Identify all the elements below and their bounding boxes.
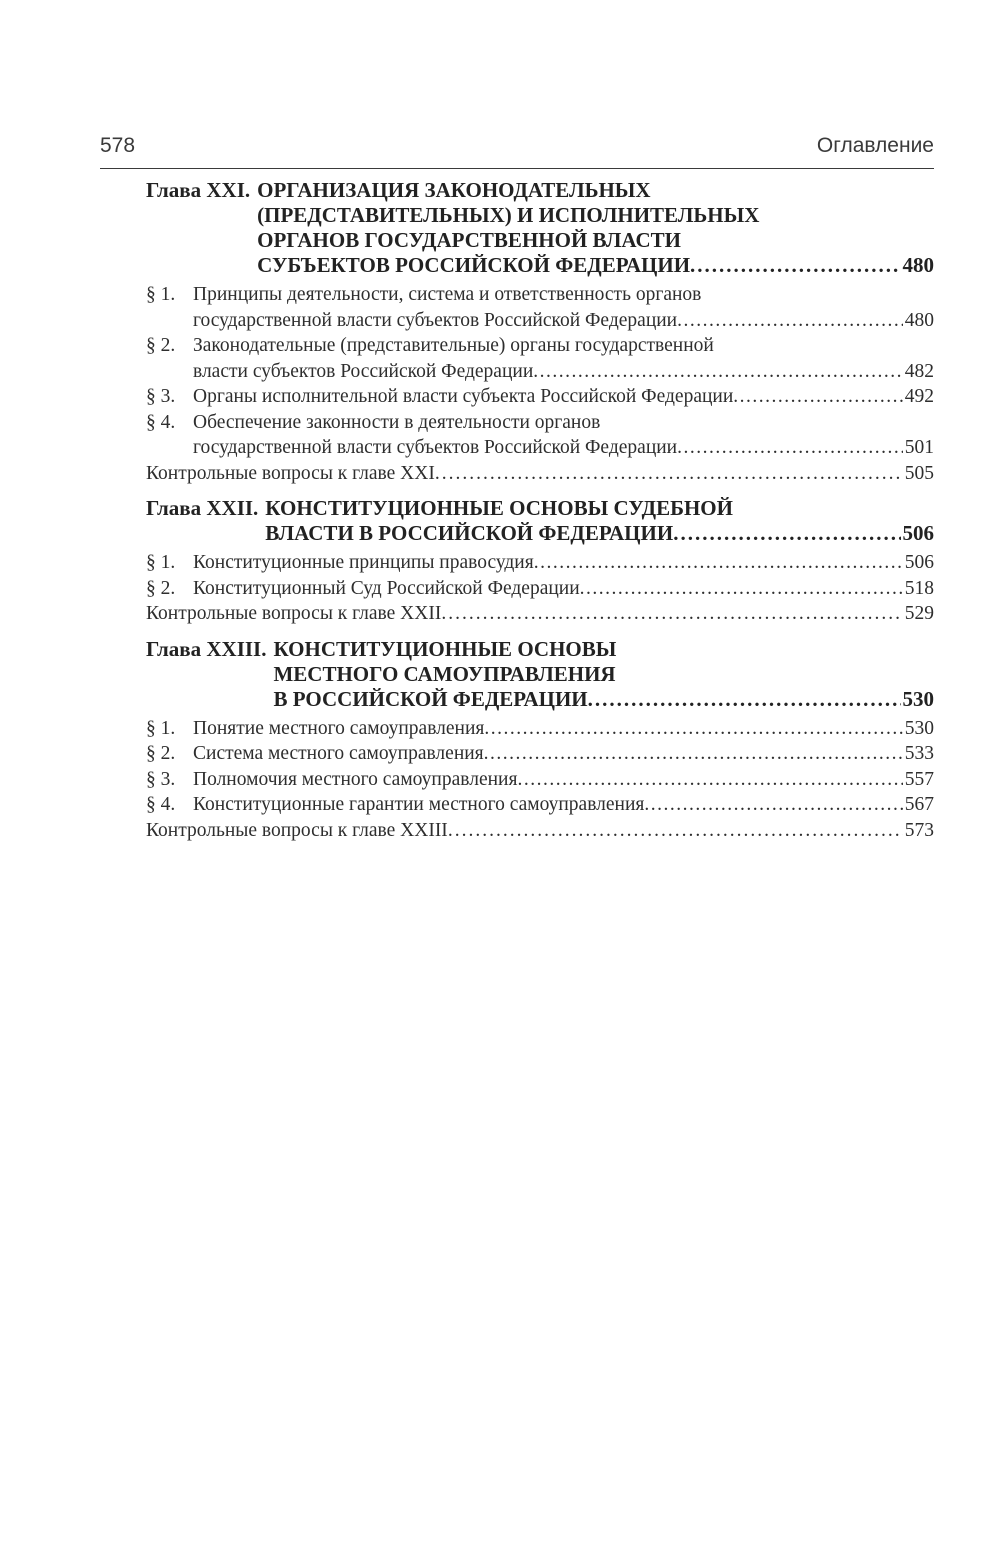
section-title xyxy=(193,716,934,742)
dot-leader xyxy=(690,253,900,278)
toc-section xyxy=(146,333,934,384)
dot-leader xyxy=(448,818,903,844)
section-title-line xyxy=(193,767,934,793)
section-title-text: Система местного самоуправления xyxy=(193,743,484,764)
dot-leader xyxy=(533,359,902,385)
toc-chapter xyxy=(146,496,934,627)
section-title-line xyxy=(193,576,934,602)
section-title-line xyxy=(193,410,934,436)
dot-leader xyxy=(733,384,902,410)
dot-leader xyxy=(580,576,903,602)
section-title-line xyxy=(193,716,934,742)
chapter-title-line xyxy=(273,637,934,662)
dot-leader xyxy=(677,308,903,334)
chapter-page-number: 506 xyxy=(902,521,934,545)
header-rule xyxy=(100,168,934,169)
section-title-line xyxy=(193,384,934,410)
section-page-number: 506 xyxy=(904,552,934,573)
section-title xyxy=(193,410,934,461)
dot-leader xyxy=(517,767,902,793)
chapter-title-line xyxy=(273,687,934,712)
control-questions-page: 529 xyxy=(904,603,934,624)
section-title-text: Обеспечение законности в деятельности органов xyxy=(193,411,601,433)
chapter-page-number: 480 xyxy=(902,253,934,277)
dot-leader xyxy=(435,461,903,487)
section-page-number: 533 xyxy=(904,743,934,764)
section-title-text: государственной власти субъектов Российской Федерации xyxy=(193,309,678,331)
section-title xyxy=(193,282,934,333)
chapter-title-text: КОНСТИТУЦИОННЫЕ ОСНОВЫ xyxy=(273,636,617,661)
toc-section xyxy=(146,282,934,333)
section-list xyxy=(146,282,934,486)
section-title-line xyxy=(193,359,934,385)
section-title-line xyxy=(193,282,934,308)
dot-leader xyxy=(673,521,900,546)
control-questions xyxy=(146,601,934,627)
section-page-number: 501 xyxy=(904,437,934,458)
dot-leader xyxy=(534,550,903,576)
toc-chapter xyxy=(146,178,934,486)
toc-section xyxy=(146,716,934,742)
control-questions-label: Контрольные вопросы к главе XXII xyxy=(146,603,442,624)
chapter-title-line xyxy=(257,178,934,203)
section-title-line xyxy=(193,435,934,461)
chapter-heading xyxy=(146,496,934,546)
toc-section xyxy=(146,767,934,793)
chapter-title-text: КОНСТИТУЦИОННЫЕ ОСНОВЫ СУДЕБНОЙ xyxy=(265,496,733,520)
chapter-title-line xyxy=(257,253,934,278)
section-title xyxy=(193,576,934,602)
section-page-number: 492 xyxy=(904,386,934,407)
section-title-text: Понятие местного самоуправления xyxy=(193,717,485,739)
section-title-line xyxy=(193,792,934,818)
toc-chapter xyxy=(146,637,934,844)
chapter-title xyxy=(257,178,934,278)
toc-section xyxy=(146,792,934,818)
section-number: § 1. xyxy=(146,717,176,739)
dot-leader xyxy=(484,741,903,767)
section-title xyxy=(193,767,934,793)
chapter-title-text: (ПРЕДСТАВИТЕЛЬНЫХ) И ИСПОЛНИТЕЛЬНЫХ xyxy=(257,203,760,227)
section-number: § 1. xyxy=(146,284,176,305)
chapter-title-line xyxy=(257,203,934,228)
section-title-text: Конституционные принципы правосудия xyxy=(193,552,534,573)
chapter-label: Глава XXIII. xyxy=(146,636,267,661)
toc-section xyxy=(146,410,934,461)
section-title-line xyxy=(193,550,934,576)
section-page-number: 567 xyxy=(904,794,934,815)
control-questions-label: Контрольные вопросы к главе XXIII xyxy=(146,819,448,841)
section-title-text: Органы исполнительной власти субъекта Российской Федерации xyxy=(193,386,734,407)
chapter-title-text: МЕСТНОГО САМОУПРАВЛЕНИЯ xyxy=(273,661,616,686)
section-number: § 2. xyxy=(146,743,176,764)
section-title xyxy=(193,384,934,410)
control-questions-page: 573 xyxy=(904,819,934,841)
section-title-text: государственной власти субъектов Российской Федерации xyxy=(193,437,678,458)
section-page-number: 480 xyxy=(904,309,934,331)
dot-leader xyxy=(644,792,902,818)
chapter-heading xyxy=(146,637,934,712)
toc-section xyxy=(146,550,934,576)
control-questions-page: 505 xyxy=(904,462,934,484)
section-title-text: власти субъектов Российской Федерации xyxy=(193,360,534,382)
section-page-number: 530 xyxy=(904,717,934,739)
chapter-label: Глава XXII. xyxy=(146,496,259,520)
section-title xyxy=(193,333,934,384)
dot-leader xyxy=(441,601,902,627)
section-page-number: 518 xyxy=(904,577,934,599)
section-title xyxy=(193,741,934,767)
section-title-text: Конституционные гарантии местного самоуправления xyxy=(193,794,645,815)
section-number: § 2. xyxy=(146,577,176,599)
section-number: § 4. xyxy=(146,411,176,433)
section-number: § 3. xyxy=(146,386,176,407)
section-number: § 1. xyxy=(146,552,176,573)
section-title xyxy=(193,550,934,576)
chapter-title-text: ОРГАНОВ ГОСУДАРСТВЕННОЙ ВЛАСТИ xyxy=(257,228,682,252)
section-page-number: 482 xyxy=(904,360,934,382)
dot-leader xyxy=(677,435,903,461)
section-list xyxy=(146,550,934,627)
chapter-label: Глава XXI. xyxy=(146,178,251,202)
chapter-title-text: ОРГАНИЗАЦИЯ ЗАКОНОДАТЕЛЬНЫХ xyxy=(257,178,651,202)
chapter-title xyxy=(273,637,934,712)
section-number: § 3. xyxy=(146,768,176,790)
toc-section xyxy=(146,741,934,767)
chapter-title-text: СУБЪЕКТОВ РОССИЙСКОЙ ФЕДЕРАЦИИ xyxy=(257,253,691,277)
chapter-title-line xyxy=(273,662,934,687)
dot-leader xyxy=(588,687,901,712)
dot-leader xyxy=(484,716,902,742)
section-title-line xyxy=(193,741,934,767)
table-of-contents xyxy=(146,178,934,843)
chapter-title-line xyxy=(265,496,934,521)
toc-section xyxy=(146,384,934,410)
section-title-line xyxy=(193,333,934,359)
chapter-title-line xyxy=(265,521,934,546)
running-title: Оглавление xyxy=(816,134,934,157)
control-questions xyxy=(146,818,934,844)
section-title-text: Законодательные (представительные) органы государственной xyxy=(193,335,714,356)
section-title-line xyxy=(193,308,934,334)
chapter-title-text: В РОССИЙСКОЙ ФЕДЕРАЦИИ xyxy=(273,686,588,711)
chapter-page-number: 530 xyxy=(902,686,934,711)
section-title-text: Конституционный Суд Российской Федерации xyxy=(193,577,580,599)
section-number: § 4. xyxy=(146,794,176,815)
section-list xyxy=(146,716,934,844)
chapter-title-line xyxy=(257,228,934,253)
control-questions-label: Контрольные вопросы к главе XXI xyxy=(146,462,435,484)
section-title-text: Полномочия местного самоуправления xyxy=(193,768,518,790)
running-head xyxy=(100,132,934,172)
section-number: § 2. xyxy=(146,335,176,356)
chapter-title xyxy=(265,496,934,546)
chapter-title-text: ВЛАСТИ В РОССИЙСКОЙ ФЕДЕРАЦИИ xyxy=(265,521,674,545)
section-title xyxy=(193,792,934,818)
section-title-text: Принципы деятельности, система и ответственность органов xyxy=(193,284,702,305)
chapter-heading xyxy=(146,178,934,278)
section-page-number: 557 xyxy=(904,768,934,790)
toc-section xyxy=(146,576,934,602)
page-number: 578 xyxy=(100,134,136,157)
control-questions xyxy=(146,461,934,487)
